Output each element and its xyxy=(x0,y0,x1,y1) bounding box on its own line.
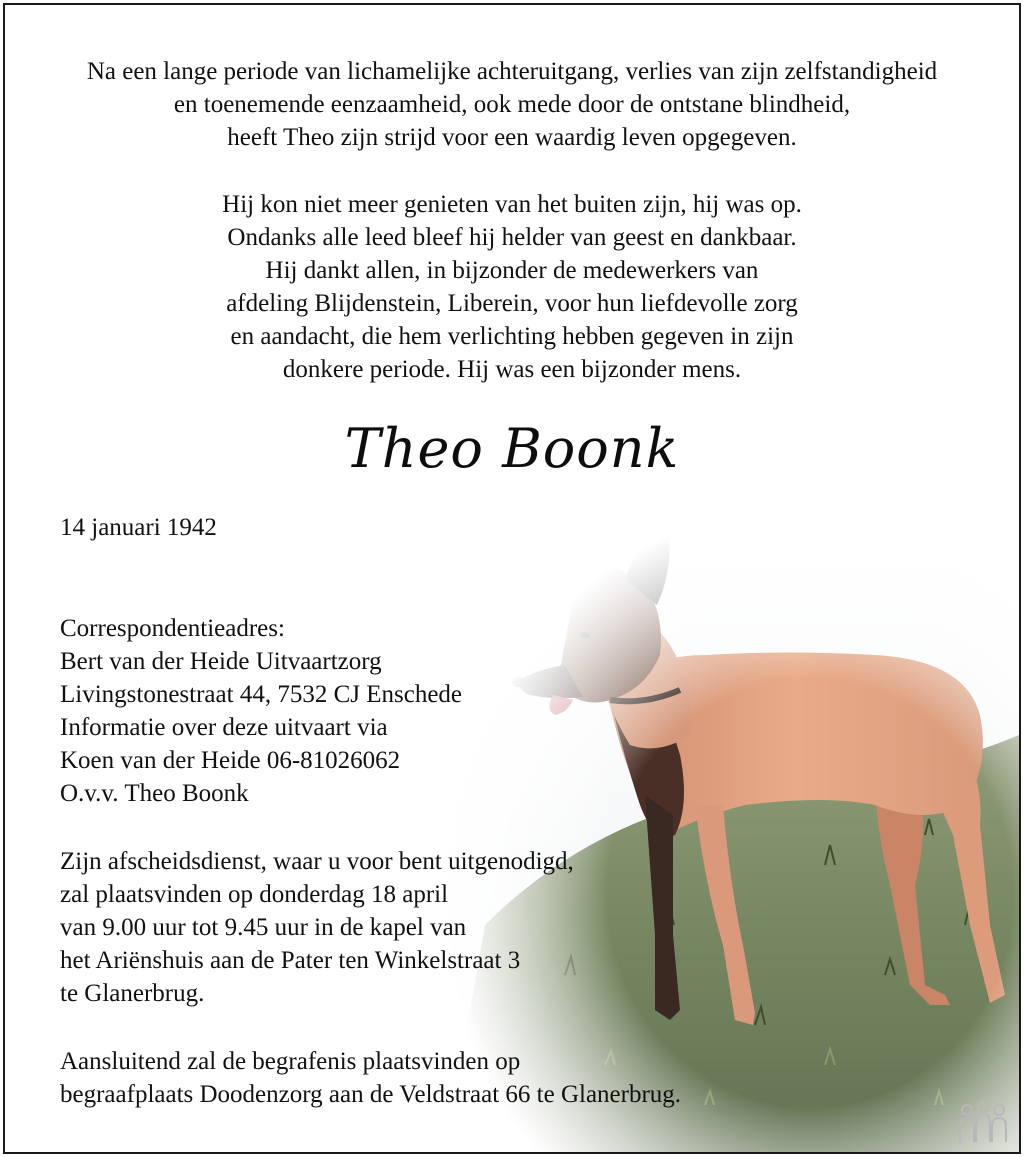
service-line: Zijn afscheidsdienst, waar u voor bent uitgenodigd, xyxy=(60,848,574,875)
intro-line: en aandacht, die hem verlichting hebben gegeven in zijn xyxy=(230,323,794,350)
service-line: van 9.00 uur tot 9.45 uur in de kapel van xyxy=(60,914,467,941)
address-line: Livingstonestraat 44, 7532 CJ Enschede xyxy=(60,681,463,708)
burial-line: Aansluitend zal de begrafenis plaatsvinden op xyxy=(60,1048,521,1075)
burial-line: begraafplaats Doodenzorg aan de Veldstraat 66 te Glanerbrug. xyxy=(60,1081,682,1108)
address-line: Koen van der Heide 06-81026062 xyxy=(60,747,401,774)
intro-line: heeft Theo zijn strijd voor een waardig leven opgegeven. xyxy=(227,124,797,151)
birth-date: 14 januari 1942 xyxy=(60,514,217,541)
intro-line: Ondanks alle leed bleef hij helder van geest en dankbaar. xyxy=(227,224,797,251)
address-line: Bert van der Heide Uitvaartzorg xyxy=(60,648,382,675)
address-line: Correspondentieadres: xyxy=(60,615,285,642)
intro-paragraph-2 xyxy=(5,188,1019,386)
intro-line: Hij dankt allen, in bijzonder de medewerkers van xyxy=(265,257,759,284)
farewell-service xyxy=(60,845,574,1010)
intro-line: donkere periode. Hij was een bijzonder mens. xyxy=(282,356,742,383)
intro-paragraph-1 xyxy=(5,55,1019,154)
address-line: Informatie over deze uitvaart via xyxy=(60,714,388,741)
service-line: zal plaatsvinden op donderdag 18 april xyxy=(60,881,449,908)
intro-line: en toenemende eenzaamheid, ook mede door de ontstane blindheid, xyxy=(173,91,851,118)
intro-line: afdeling Blijdenstein, Liberein, voor hun liefdevolle zorg xyxy=(226,290,798,317)
intro-line: Hij kon niet meer genieten van het buiten zijn, hij was op. xyxy=(222,191,802,218)
address-line: O.v.v. Theo Boonk xyxy=(60,780,249,807)
deceased-name: Theo Boonk xyxy=(344,417,680,480)
service-line: te Glanerbrug. xyxy=(60,980,205,1007)
obituary-card xyxy=(3,3,1021,1154)
intro-line: Na een lange periode van lichamelijke achteruitgang, verlies van zijn zelfstandigheid xyxy=(86,58,938,85)
service-line: het Ariënshuis aan de Pater ten Winkelstraat 3 xyxy=(60,947,521,974)
family-logo-icon xyxy=(957,1100,1009,1144)
correspondence-address xyxy=(60,612,462,810)
burial-info xyxy=(60,1045,681,1111)
